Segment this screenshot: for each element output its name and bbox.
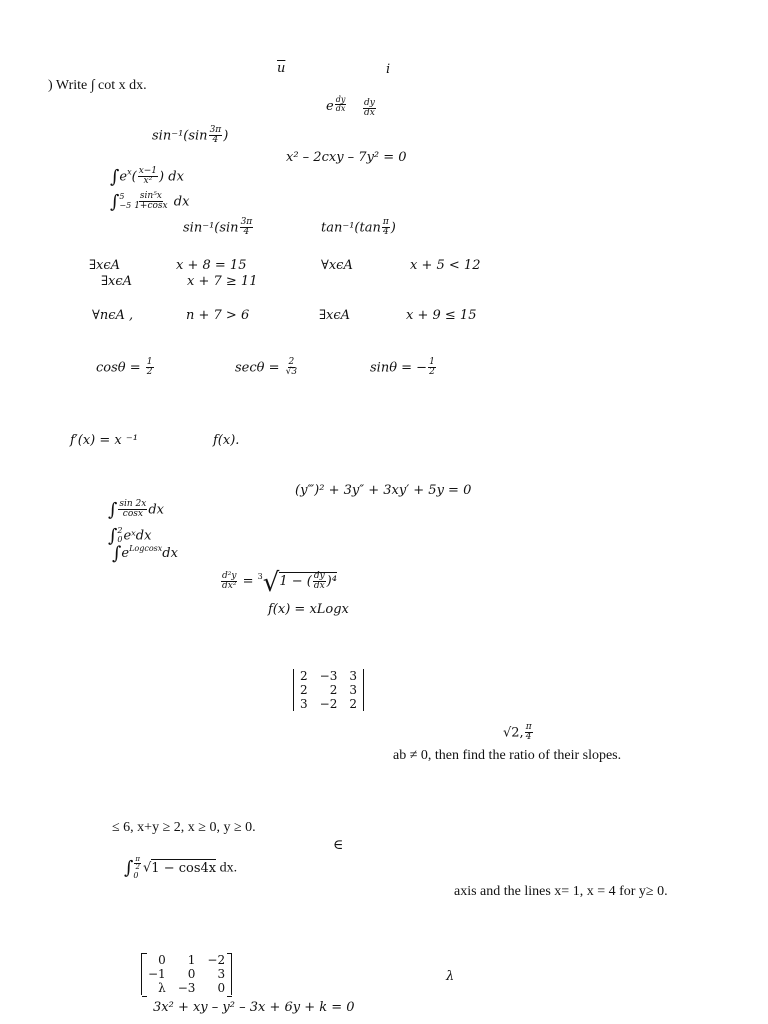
quantifier-1c: ∀xϵA <box>321 258 353 273</box>
u-bar-symbol: $\overline{u}$ <box>277 61 286 76</box>
quantifier-3a: ∀nϵA , <box>92 308 134 323</box>
exp-dydx-expr: e $\frac{dy}{dx}$ <box>326 95 346 114</box>
quadratic-equation: x² – 2cxy – 7y² = 0 <box>286 150 407 165</box>
function-xlogx: f(x) = xLogx <box>268 602 349 617</box>
determinant-cell: 3 <box>349 683 357 697</box>
lambda-symbol: λ <box>446 969 455 984</box>
element-of-symbol: ∈ <box>333 837 344 853</box>
sin-inverse-expr-2: sin⁻¹(sin $\frac{3\pi}{4}$ <box>183 217 253 238</box>
matrix-row <box>142 953 232 967</box>
integral-ex-expr: ∫ 2 0 eˣdx <box>108 525 152 547</box>
matrix-cell: 1 <box>187 953 196 967</box>
determinant-cell: 3 <box>300 697 308 711</box>
quantifier-2a: ∃xϵA <box>101 274 133 289</box>
predicate-3d: x + 9 ≤ 15 <box>406 308 477 323</box>
matrix-cell: −1 <box>148 967 166 981</box>
determinant-row <box>294 697 364 711</box>
determinant-cell: 2 <box>300 683 308 697</box>
determinant-cell: −3 <box>319 669 338 683</box>
quantifier-1a: ∃xϵA <box>89 258 121 273</box>
differential-equation: (y‴)² + 3y″ + 3xy′ + 5y = 0 <box>295 483 472 498</box>
area-bounds-question: axis and the lines x= 1, x = 4 for y≥ 0. <box>454 884 668 899</box>
matrix-cell: 0 <box>158 953 166 967</box>
integral-elogcos-expr: $\int e^{Logcosx}dx$ <box>112 543 178 564</box>
matrix-lambda <box>141 953 232 995</box>
determinant-cell: 3 <box>349 669 357 683</box>
determinant-cell: 2 <box>329 683 338 697</box>
matrix-cell: λ <box>158 981 166 995</box>
derivative-expr: f′(x) = x ⁻¹ <box>70 433 138 448</box>
question-cot-integral: ) Write ∫ cot x dx. <box>48 78 147 93</box>
matrix-cell: 0 <box>217 981 226 995</box>
matrix-row <box>142 981 232 995</box>
integral-sin5-expr: ∫ 5 −5 $\frac{\text{sin⁵x}}{1+\cos x}$ dx <box>110 191 190 213</box>
function-fx: f(x). <box>213 433 240 448</box>
slope-ratio-question: ab ≠ 0, then find the ratio of their slopes. <box>393 748 622 763</box>
determinant-cell: −2 <box>319 697 338 711</box>
sin-inverse-expr-1: sin⁻¹(sin $\frac{3\pi}{4}$ ) <box>152 125 229 146</box>
i-symbol: i <box>386 62 391 77</box>
determinant-matrix <box>293 669 364 711</box>
integral-sqrt-expr: ∫ $\frac{\pi}{2}$ 0 √1 − cos4x dx. <box>124 855 238 880</box>
matrix-cell: −2 <box>207 953 226 967</box>
predicate-2b: x + 7 ≥ 11 <box>187 274 258 289</box>
integral-exp-expr: $\int e^x$( $\frac{x-1}{\text{x²}}$ ) dx <box>110 166 184 188</box>
polar-coordinate: √2, $\frac{\pi}{4}$ <box>503 722 532 743</box>
matrix-cell: −3 <box>177 981 196 995</box>
second-derivative-equation: $\frac{\text{d²y}}{\text{dx²}}$ = $^3$√1 − ( $\frac{dy}{dx}$ )⁴ <box>222 568 337 598</box>
sin-equation: sinθ = − $\frac{1}{2}$ <box>370 357 435 378</box>
conic-equation: 3x² + xy – y² – 3x + 6y + k = 0 <box>153 1000 355 1015</box>
tan-inverse-expr: tan⁻¹(tan $\frac{\pi}{4}$ ) <box>321 217 396 238</box>
determinant-cell: 2 <box>349 697 357 711</box>
predicate-1b: x + 8 = 15 <box>176 258 247 273</box>
cos-equation: cosθ = $\frac{1}{2}$ <box>96 357 153 378</box>
determinant-row <box>294 683 364 697</box>
determinant-cell: 2 <box>300 669 308 683</box>
sec-equation: secθ = $\frac{2}{√3}$ <box>235 357 298 378</box>
matrix-row <box>142 967 232 981</box>
integral-sin2x-expr: ∫ $\frac{\sin 2x}{\cos x}$ dx <box>108 499 165 521</box>
matrix-cell: 0 <box>187 967 196 981</box>
predicate-1d: x + 5 < 12 <box>410 258 481 273</box>
quantifier-3c: ∃xϵA <box>319 308 351 323</box>
predicate-3b: n + 7 > 6 <box>186 308 250 323</box>
constraint-inequalities: ≤ 6, x+y ≥ 2, x ≥ 0, y ≥ 0. <box>112 820 256 835</box>
dydx-fraction: $\frac{dy}{dx}$ <box>364 98 375 119</box>
determinant-row <box>294 669 364 683</box>
matrix-cell: 3 <box>217 967 226 981</box>
